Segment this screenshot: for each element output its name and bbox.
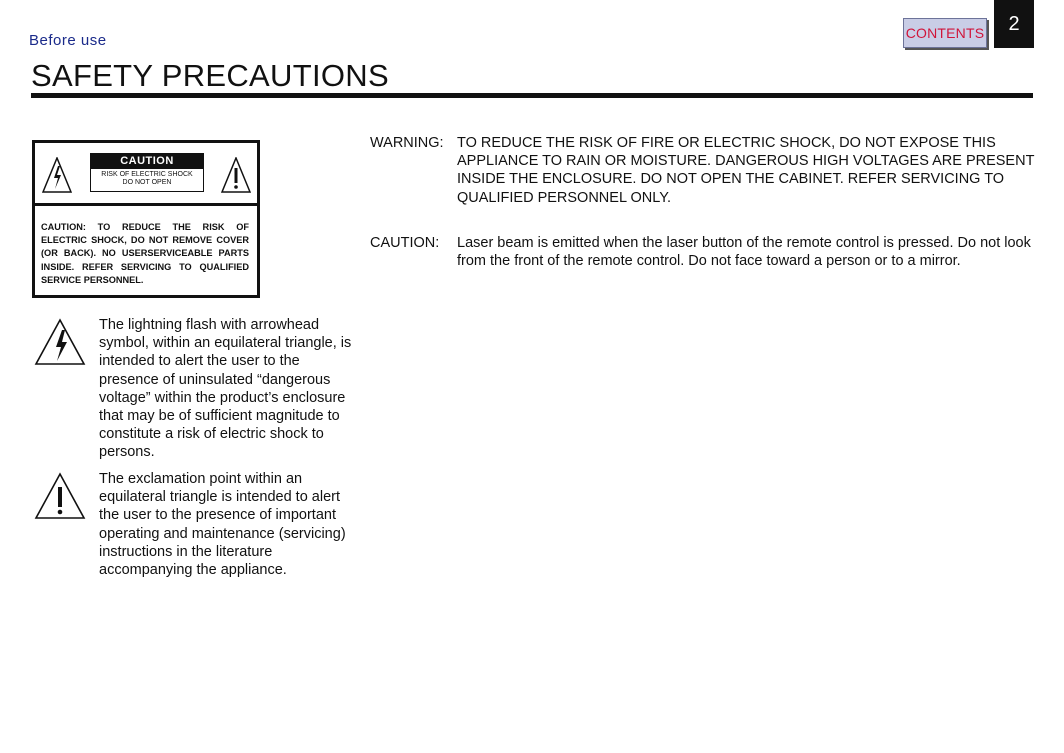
exclamation-triangle-icon [34, 472, 86, 520]
lightning-triangle-icon [34, 318, 86, 366]
section-label: Before use [29, 32, 107, 49]
contents-button[interactable] [903, 18, 987, 48]
caution-label-divider [35, 203, 257, 206]
lightning-symbol-text: The lightning flash with arrowhead symbol, within an equilateral triangle, is intended to alert the user to the presence of uninsulated “dangerous voltage” within the product’s enclosure that may be of sufficient magnitude to constitute a risk of electric shock to persons. [99, 317, 352, 461]
warning-text: TO REDUCE THE RISK OF FIRE OR ELECTRIC SHOCK, DO NOT EXPOSE THIS APPLIANCE TO RAIN OR MOISTURE. DANGEROUS HIGH VOLTAGES ARE PRESENT INSIDE THE ENCLOSURE. DO NOT OPEN THE CABINET. REFER SERVICING TO QUALIFIED PERSONNEL ONLY. [457, 135, 1035, 206]
contents-button-label: CONTENTS [905, 25, 985, 41]
caution-label-box [90, 153, 204, 192]
page-number: 2 [994, 0, 1034, 48]
lightning-triangle-icon [42, 157, 72, 193]
laser-caution-label: CAUTION: [370, 235, 440, 251]
warning-notice [370, 134, 1040, 214]
page-title: SAFETY PRECAUTIONS [31, 58, 389, 93]
laser-caution-notice [370, 234, 1040, 274]
caution-label-header [35, 143, 257, 203]
warning-label: WARNING: [370, 135, 444, 151]
caution-label-subtext-1: RISK OF ELECTRIC SHOCK [101, 171, 193, 178]
exclamation-symbol-explanation [34, 470, 354, 600]
exclamation-symbol-text: The exclamation point within an equilateral triangle is intended to alert the user to the presence of important operating and maintenance (servicing) instructions in the literature accompanying the appliance. [99, 471, 346, 579]
caution-label-subtext-2: DO NOT OPEN [122, 179, 172, 186]
laser-caution-text: Laser beam is emitted when the laser button of the remote control is pressed. Do not look from the front of the remote control. Do not face toward a person or to a mirror. [457, 235, 1031, 270]
exclamation-triangle-icon [221, 157, 251, 193]
caution-label-body: CAUTION: TO REDUCE THE RISK OF ELECTRIC SHOCK, DO NOT REMOVE COVER (OR BACK). NO USERSERVICEABLE PARTS INSIDE. REFER SERVICING TO QUALIFIED SERVICE PERSONNEL. [41, 222, 249, 285]
title-divider [31, 93, 1033, 98]
caution-label-panel [32, 140, 260, 298]
caution-label-heading: CAUTION [91, 154, 203, 169]
lightning-symbol-explanation [34, 316, 354, 466]
